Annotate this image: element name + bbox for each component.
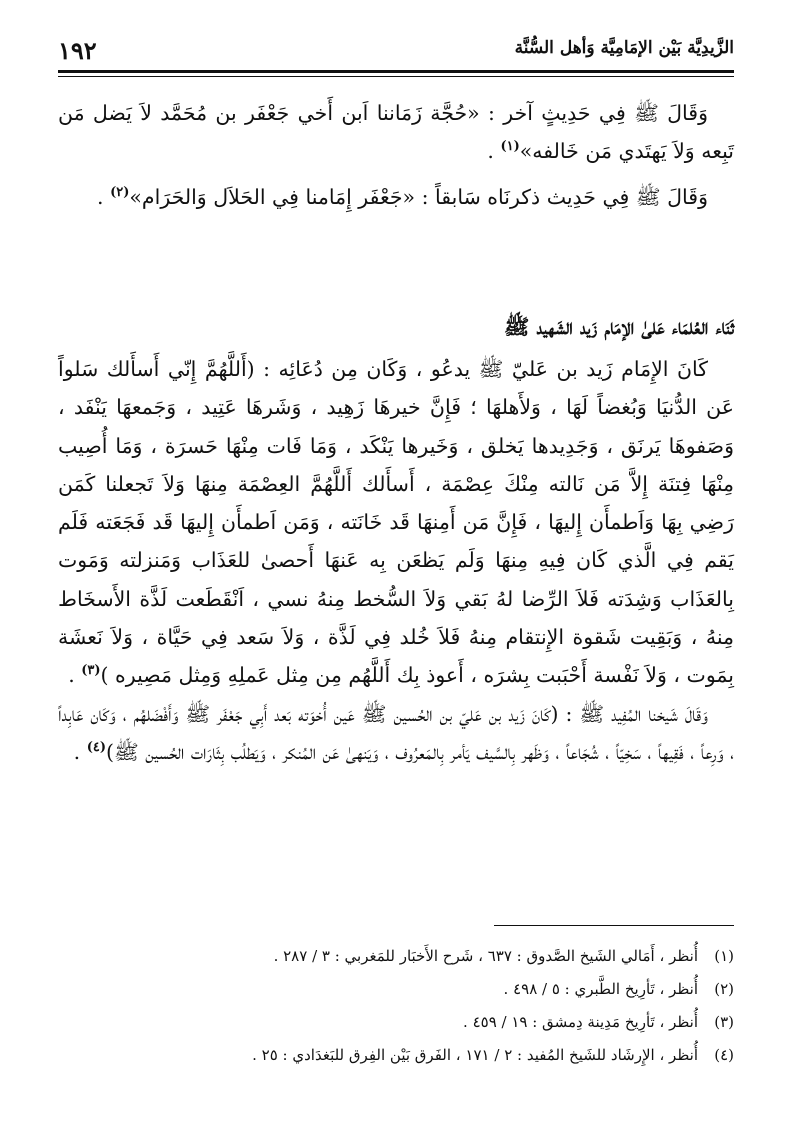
section-paragraph-2-text: وَقَالَ شَيخنا المُفِيد ﷺ : (كَانَ زَيد بن عَليّ بن الحُسين ﷺ عَين أُخوَته بَعد أَبِي جَعْفَر ﷺ وَأَفْضَلهُم ، وَكَان عَابِداً ، وَرِعاً ، فَقِيهاً ، سَخِيّاً ، شُجَاعاً ، وَظَهر بِالسَّيف يَأمر بِالمَعرُوف ، وَيَنهىٰ عَن المُنكر ، وَيَطلُب بِثَارَات الحُسين ﷺ)	[58, 701, 734, 764]
footnote-marker-2[interactable]: (٢)	[110, 185, 130, 201]
section-paragraph-2	[58, 695, 734, 772]
footnote-number: (١)	[714, 947, 734, 965]
header-rule-thick	[58, 70, 734, 73]
section-body	[58, 350, 734, 771]
footnote-text: أُنظر ، الإِرشَاد للشَيخ المُفيد : ٢ / ١٧١ ، الفَرق بَيْن الفِرق للبَغدَادي : ٢٥ .	[252, 1046, 698, 1064]
footnote-item	[58, 973, 734, 1006]
intro-paragraph-2-text: وَقَالَ ﷺ فِي حَدِيث ذكرنَاه سَابقاً : «جَعْفَر إِمَامنا فِي الحَلاَل وَالحَرَام»	[129, 185, 708, 209]
intro-paragraph-1-end: .	[487, 139, 501, 163]
section-heading: ثَنَاء العُلمَاء عَلىٰ الإمَام زَيد الشَهيد ﷺ	[504, 314, 734, 339]
footnote-number: (٤)	[714, 1046, 734, 1064]
intro-paragraph-1-text: وَقَالَ ﷺ فِي حَدِيثٍ آخر : «حُجَّة زَمَاننا اَبن أَخي جَعْفَر بن مُحَمَّد لاَ يَضل مَن تَبِعه وَلاَ يَهتَدي مَن خَالفه»	[58, 101, 734, 163]
running-title: الزَّيدِيَّة بَيْن الإمَامِيَّة وَأهل السُّنَّة	[514, 38, 734, 58]
footnote-marker-4[interactable]: (٤)	[86, 740, 106, 756]
section-paragraph-2-end: .	[73, 739, 87, 764]
footnote-text: أُنظر ، تَأرِيخ مَدِينة دِمشق : ١٩ / ٤٥٩ .	[463, 1013, 698, 1031]
footnotes-list	[58, 940, 734, 1072]
intro-block	[58, 94, 734, 216]
footnote-item	[58, 1039, 734, 1072]
footnote-item	[58, 1006, 734, 1039]
footnote-text: أُنظر ، تَأرِيخ الطَّبري : ٥ / ٤٩٨ .	[503, 980, 698, 998]
intro-paragraph-1	[58, 94, 734, 170]
intro-paragraph-2-end: .	[97, 185, 111, 209]
section-paragraph-1	[58, 350, 734, 695]
section-paragraph-1-text: كَانَ الإِمَام زَيد بن عَليّ ﷺ يدعُو ، وَكَان مِن دُعَائِه : (أَللَّهُمَّ إِنّي أَسأَلك سَلواً عَن الدُّنيَا وَبُغضاً لَهَا ، وَلأَهلهَا ؛ فَإِنَّ خيرهَا زَهِيد ، وَشَرهَا عَتِيد ، وَجَمعهَا يَنْفَد ، وَصَفوهَا يَرنَق ، وَجَدِيدها يَخلق ، وَخَيرها يَنْكَد ، وَمَا فَات مِنْهَا حَسرَة ، وَمَا أُصِيب مِنْهَا فِتنَة إِلاَّ مَن نَالته مِنْكَ عِصْمَة ، أَسأَلك أَللَّهُمَّ العِصْمَة مِنهَا وَلاَ تَجعلنا كَمَن رَضِي بِهَا وَاَطمأَن إِليهَا ، فَإِنَّ مَن أَمِنهَا قَد خَانَته ، وَمَن اَطمأَن إِليهَا قَد فَجَعَته فَلَم يَقم فِي الَّذي كَان فِيهِ مِنهَا وَلَم يَظعَن بِه عَنهَا أَحصىٰ للعَذَاب وَمَنزلته وَمَوت بِالعَذَاب وَشِدَته فَلاَ الرِّضا لهُ بَقي وَلاَ السُّخط مِنهُ نسي ، اَنْقَطَعت لَذَّة الأَسخَاط مِنهُ ، وَبَقِيت شَقوة الإِنتقام مِنهُ فَلاَ خُلد فِي لَذَّة ، وَلاَ سَعد فِي حَيَّاة ، وَلاَ نَعشَة بِمَوت ، وَلاَ نَفْسة أَحْبَبت بِشرَه ، أَعوذ بِك أَللَّهُم مِن مِثل عَملِهِ وَمِثل مَصِيره )	[58, 357, 734, 688]
section-paragraph-1-end: .	[68, 663, 82, 688]
footnote-number: (٣)	[714, 1013, 734, 1031]
header-rule-thin	[58, 76, 734, 77]
footnote-marker-3[interactable]: (٣)	[81, 663, 101, 679]
intro-paragraph-2	[58, 178, 734, 216]
footnote-number: (٢)	[714, 980, 734, 998]
footnote-item	[58, 940, 734, 973]
footnote-text: أُنظر ، أَمَالي الشَيخ الصَّدوق : ٦٣٧ ، شَرح الأَخبَار للمَغربي : ٣ / ٢٨٧ .	[273, 947, 698, 965]
page-number: ١٩٢	[58, 36, 97, 65]
footnote-separator	[494, 925, 734, 926]
footnote-marker-1[interactable]: (١)	[500, 139, 520, 155]
